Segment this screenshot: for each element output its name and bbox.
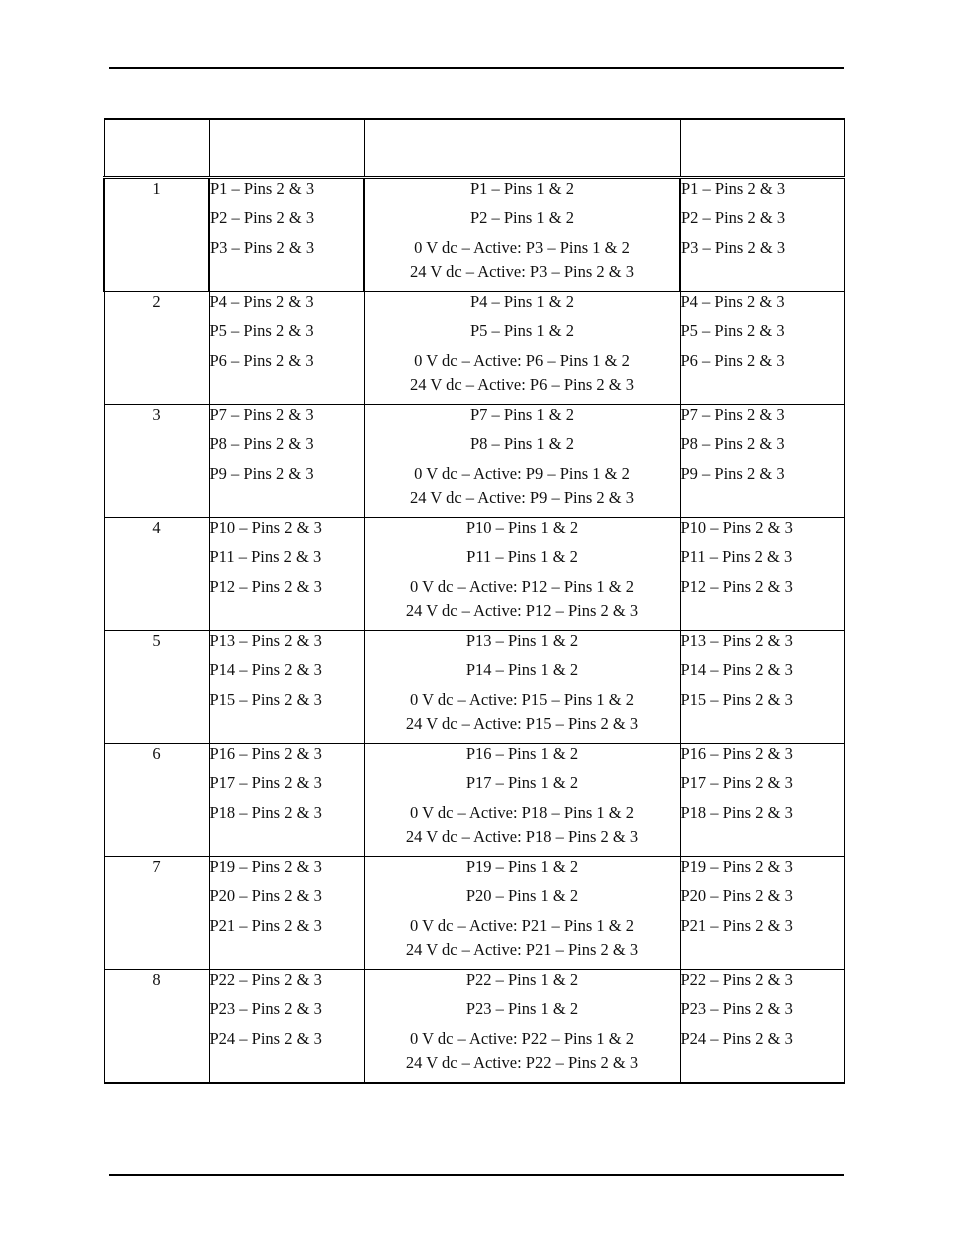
- jumper-cell-col1: [209, 744, 364, 857]
- jumper-setting-text: P19 – Pins 2 & 3: [209, 857, 322, 876]
- jumper-setting-text: P13 – Pins 2 & 3: [209, 631, 322, 650]
- footer-rule: [109, 1174, 844, 1176]
- jumper-setting-text: P21 – Pins 2 & 3: [680, 915, 793, 935]
- jumper-setting-text: P21 – Pins 2 & 3: [209, 915, 322, 935]
- channel-number-cell: 3: [104, 405, 209, 518]
- jumper-setting-text: P17 – Pins 2 & 3: [680, 773, 793, 793]
- jumper-setting-text: P11 – Pins 2 & 3: [209, 547, 322, 567]
- table-row: [104, 405, 844, 518]
- jumper-cell-col3: [680, 292, 844, 405]
- jumper-setting-text: P22 – Pins 2 & 3: [209, 970, 322, 989]
- jumper-settings-table: [103, 118, 845, 1084]
- jumper-cell-col1: [209, 970, 364, 1084]
- header-cell-3: [364, 119, 680, 178]
- jumper-setting-text: 0 V dc – Active: P9 – Pins 1 & 2: [414, 463, 630, 483]
- jumper-setting-text: P18 – Pins 2 & 3: [209, 802, 322, 822]
- jumper-setting-text: P1 – Pins 2 & 3: [681, 179, 786, 198]
- jumper-setting-text: P8 – Pins 2 & 3: [209, 434, 314, 454]
- jumper-setting-text: P10 – Pins 2 & 3: [680, 518, 793, 537]
- jumper-setting-text: P15 – Pins 2 & 3: [680, 689, 793, 709]
- jumper-setting-text: P5 – Pins 2 & 3: [680, 321, 785, 341]
- jumper-setting-text: 0 V dc – Active: P6 – Pins 1 & 2: [414, 350, 630, 370]
- table-row: [104, 518, 844, 631]
- table-row: [104, 292, 844, 405]
- jumper-setting-text: P24 – Pins 2 & 3: [680, 1028, 793, 1048]
- jumper-setting-text: P5 – Pins 2 & 3: [209, 321, 314, 341]
- jumper-cell-col3: [680, 857, 844, 970]
- jumper-setting-text: P4 – Pins 1 & 2: [469, 292, 575, 311]
- jumper-setting-text: P4 – Pins 2 & 3: [680, 292, 785, 311]
- jumper-setting-text: 0 V dc – Active: P22 – Pins 1 & 2: [410, 1028, 634, 1048]
- jumper-setting-text: P9 – Pins 2 & 3: [209, 463, 314, 483]
- jumper-setting-text: P16 – Pins 1 & 2: [465, 744, 579, 763]
- jumper-cell-col2: [364, 405, 680, 518]
- jumper-setting-text: P16 – Pins 2 & 3: [209, 744, 322, 763]
- jumper-setting-text: P24 – Pins 2 & 3: [209, 1028, 322, 1048]
- header-cell-1: [104, 119, 209, 178]
- jumper-setting-text: P16 – Pins 2 & 3: [680, 744, 793, 763]
- jumper-setting-text: 24 V dc – Active: P18 – Pins 2 & 3: [405, 826, 639, 846]
- jumper-setting-text: P2 – Pins 2 & 3: [210, 208, 315, 228]
- jumper-setting-text: P7 – Pins 2 & 3: [680, 405, 785, 424]
- jumper-cell-col2: [364, 518, 680, 631]
- jumper-setting-text: P11 – Pins 1 & 2: [466, 547, 578, 567]
- jumper-setting-text: P1 – Pins 1 & 2: [469, 179, 575, 198]
- channel-number-cell: 2: [104, 292, 209, 405]
- channel-number-cell: 6: [104, 744, 209, 857]
- channel-number-cell: 7: [104, 857, 209, 970]
- jumper-setting-text: P20 – Pins 1 & 2: [465, 886, 579, 906]
- table-row: [104, 631, 844, 744]
- table-row: [104, 857, 844, 970]
- jumper-setting-text: P22 – Pins 1 & 2: [465, 970, 579, 989]
- jumper-setting-text: P2 – Pins 2 & 3: [681, 208, 786, 228]
- jumper-setting-text: 0 V dc – Active: P15 – Pins 1 & 2: [410, 689, 634, 709]
- jumper-cell-col3: [680, 970, 844, 1084]
- jumper-cell-col2: [364, 631, 680, 744]
- channel-number-cell: 4: [104, 518, 209, 631]
- jumper-setting-text: P7 – Pins 2 & 3: [209, 405, 314, 424]
- jumper-setting-text: 0 V dc – Active: P3 – Pins 1 & 2: [414, 237, 630, 257]
- jumper-setting-text: P3 – Pins 2 & 3: [210, 237, 315, 257]
- channel-number-cell: 1: [104, 178, 209, 292]
- jumper-setting-text: 0 V dc – Active: P12 – Pins 1 & 2: [410, 576, 634, 596]
- table-header-row: [104, 119, 844, 178]
- jumper-cell-col3: [680, 178, 844, 292]
- jumper-setting-text: 24 V dc – Active: P21 – Pins 2 & 3: [405, 939, 639, 959]
- jumper-setting-text: P23 – Pins 2 & 3: [680, 999, 793, 1019]
- jumper-setting-text: P8 – Pins 2 & 3: [680, 434, 785, 454]
- jumper-cell-col2: [364, 292, 680, 405]
- jumper-setting-text: P4 – Pins 2 & 3: [209, 292, 314, 311]
- jumper-setting-text: P9 – Pins 2 & 3: [680, 463, 785, 483]
- jumper-setting-text: 24 V dc – Active: P15 – Pins 2 & 3: [405, 713, 639, 733]
- jumper-setting-text: P18 – Pins 2 & 3: [680, 802, 793, 822]
- jumper-setting-text: P10 – Pins 1 & 2: [465, 518, 579, 537]
- jumper-setting-text: P3 – Pins 2 & 3: [681, 237, 786, 257]
- jumper-cell-col2: [364, 857, 680, 970]
- jumper-setting-text: P23 – Pins 2 & 3: [209, 999, 322, 1019]
- jumper-setting-text: P19 – Pins 1 & 2: [465, 857, 579, 876]
- jumper-setting-text: P22 – Pins 2 & 3: [680, 970, 793, 989]
- jumper-setting-text: P12 – Pins 2 & 3: [209, 576, 322, 596]
- jumper-setting-text: 24 V dc – Active: P9 – Pins 2 & 3: [410, 487, 634, 507]
- jumper-setting-text: P13 – Pins 1 & 2: [465, 631, 579, 650]
- header-rule: [109, 67, 844, 69]
- jumper-setting-text: P17 – Pins 2 & 3: [209, 773, 322, 793]
- jumper-cell-col1: [209, 857, 364, 970]
- jumper-setting-text: 24 V dc – Active: P6 – Pins 2 & 3: [410, 374, 634, 394]
- jumper-cell-col2: [364, 744, 680, 857]
- jumper-setting-text: P8 – Pins 1 & 2: [469, 434, 575, 454]
- jumper-setting-text: P19 – Pins 2 & 3: [680, 857, 793, 876]
- jumper-cell-col1: [209, 405, 364, 518]
- jumper-setting-text: 0 V dc – Active: P18 – Pins 1 & 2: [410, 802, 634, 822]
- table-row: [104, 744, 844, 857]
- jumper-cell-col2: [364, 970, 680, 1084]
- jumper-setting-text: P20 – Pins 2 & 3: [209, 886, 322, 906]
- jumper-setting-text: P15 – Pins 2 & 3: [209, 689, 322, 709]
- jumper-setting-text: P1 – Pins 2 & 3: [210, 179, 315, 198]
- jumper-setting-text: 0 V dc – Active: P21 – Pins 1 & 2: [410, 915, 634, 935]
- header-cell-2: [209, 119, 364, 178]
- jumper-setting-text: P14 – Pins 2 & 3: [209, 660, 322, 680]
- jumper-setting-text: P6 – Pins 2 & 3: [680, 350, 785, 370]
- channel-number-cell: 8: [104, 970, 209, 1084]
- jumper-cell-col2: [364, 178, 680, 292]
- jumper-setting-text: P11 – Pins 2 & 3: [680, 547, 793, 567]
- table-row: [104, 178, 844, 292]
- jumper-cell-col3: [680, 518, 844, 631]
- jumper-setting-text: P7 – Pins 1 & 2: [469, 405, 575, 424]
- jumper-setting-text: P14 – Pins 1 & 2: [465, 660, 579, 680]
- jumper-setting-text: P17 – Pins 1 & 2: [465, 773, 579, 793]
- table-row: [104, 970, 844, 1084]
- jumper-setting-text: P10 – Pins 2 & 3: [209, 518, 322, 537]
- channel-number-cell: 5: [104, 631, 209, 744]
- header-cell-4: [680, 119, 844, 178]
- jumper-setting-text: P5 – Pins 1 & 2: [469, 321, 575, 341]
- jumper-cell-col3: [680, 631, 844, 744]
- jumper-setting-text: P6 – Pins 2 & 3: [209, 350, 314, 370]
- jumper-setting-text: 24 V dc – Active: P12 – Pins 2 & 3: [405, 600, 639, 620]
- jumper-cell-col1: [209, 178, 364, 292]
- jumper-setting-text: P23 – Pins 1 & 2: [465, 999, 579, 1019]
- jumper-setting-text: P2 – Pins 1 & 2: [469, 208, 575, 228]
- jumper-setting-text: 24 V dc – Active: P3 – Pins 2 & 3: [410, 261, 634, 281]
- table-body: [104, 178, 844, 1084]
- jumper-setting-text: P14 – Pins 2 & 3: [680, 660, 793, 680]
- jumper-cell-col1: [209, 518, 364, 631]
- jumper-setting-text: P20 – Pins 2 & 3: [680, 886, 793, 906]
- jumper-setting-text: P13 – Pins 2 & 3: [680, 631, 793, 650]
- jumper-setting-text: P12 – Pins 2 & 3: [680, 576, 793, 596]
- jumper-cell-col1: [209, 631, 364, 744]
- jumper-cell-col3: [680, 744, 844, 857]
- jumper-cell-col3: [680, 405, 844, 518]
- jumper-cell-col1: [209, 292, 364, 405]
- jumper-setting-text: 24 V dc – Active: P22 – Pins 2 & 3: [405, 1052, 639, 1072]
